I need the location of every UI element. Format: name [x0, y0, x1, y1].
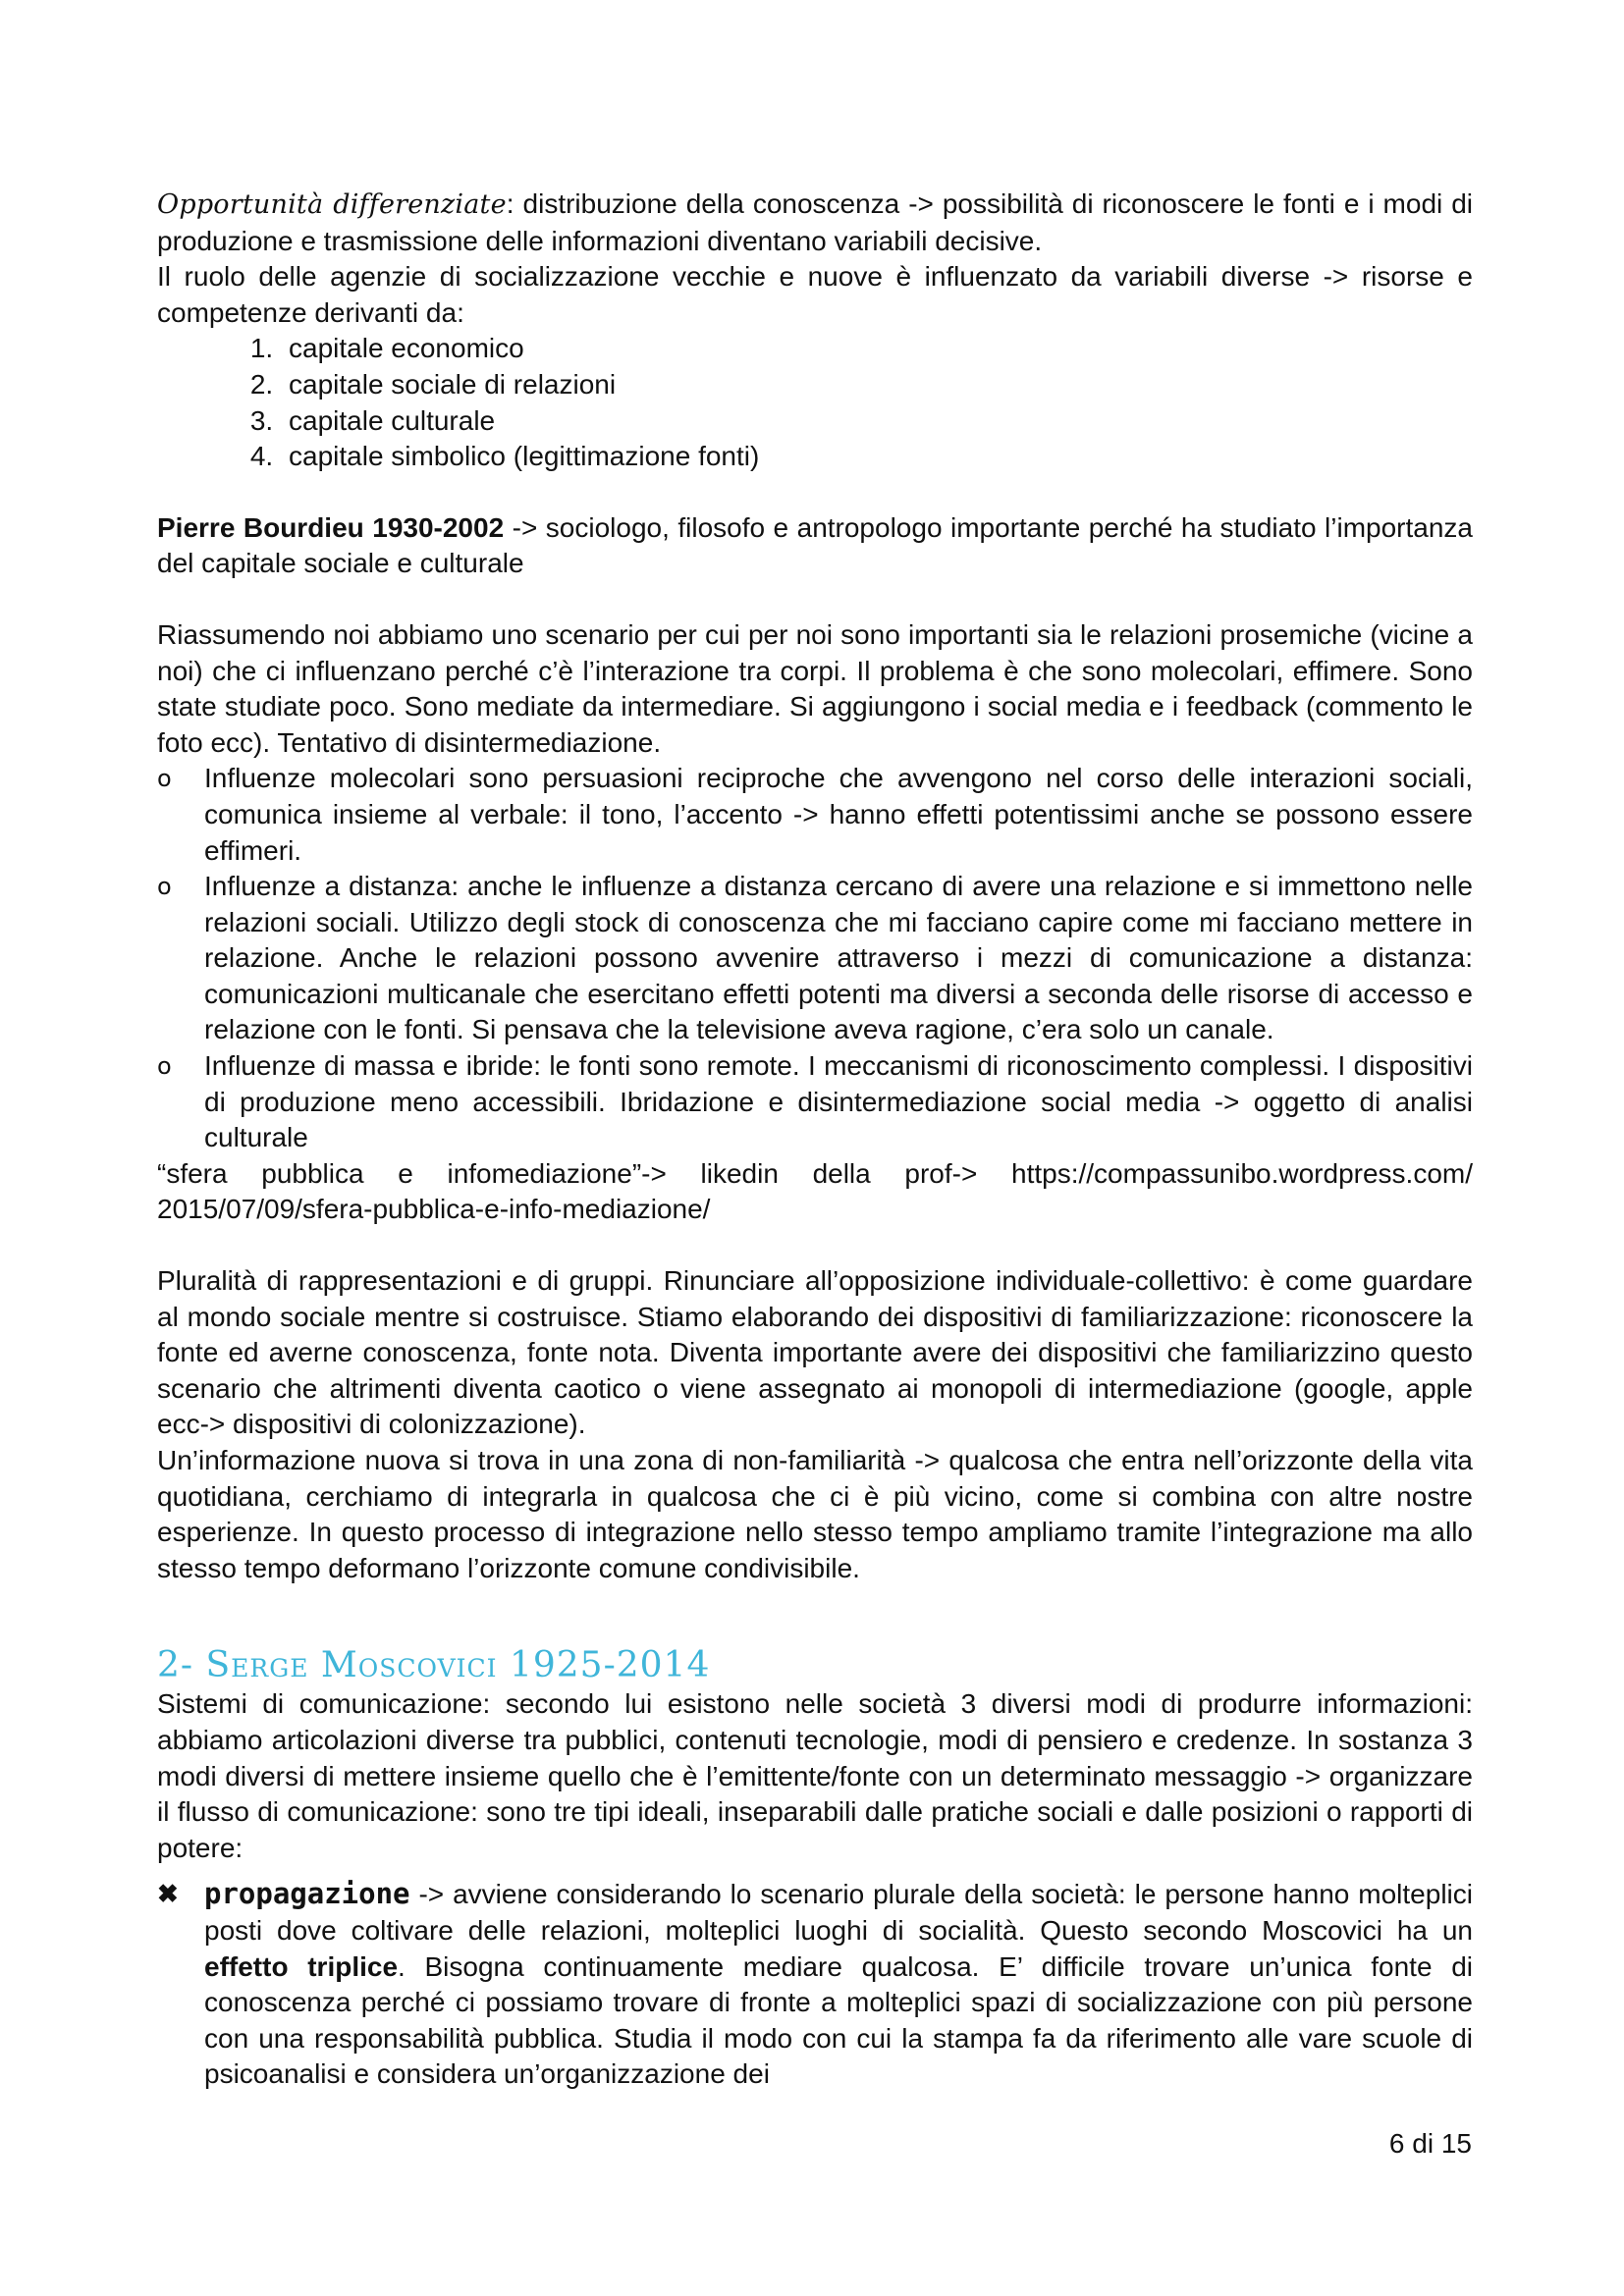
circle-bullet-icon: o [157, 765, 172, 793]
propagazione-text: -> avviene considerando lo scenario plurale della società: le persone hanno molteplici posti dove coltivare delle relazioni, molteplici luoghi di socialità. Questo secondo Moscovici ha un [204, 1879, 1473, 1946]
paragraph-informazione-nuova: Un’informazione nuova si trova in una zona di non-familiarità -> qualcosa che entra nell’orizzonte della vita quotidiana, cerchiamo di integrarla in qualcosa che ci è più vicino, come si combina con altre nostre esperienze. In questo processo di integrazione nello stesso tempo ampliamo tramite l’integrazione ma allo stesso tempo deformano l’orizzonte comune condivisibile. [157, 1445, 1473, 1583]
list-item: 4. capitale simbolico (legittimazione fonti) [281, 439, 1473, 475]
influence-text: Influenze molecolari sono persuasioni reciproche che avvengono nel corso delle interazioni sociali, comunica insieme al verbale: il tono, l’accento -> hanno effetti potentissimi anche se possono essere effimeri. [204, 763, 1473, 866]
bourdieu-name: Pierre Bourdieu 1930-2002 [157, 511, 505, 543]
paragraph-riassumendo: Riassumendo noi abbiamo uno scenario per cui per noi sono importanti sia le relazioni prosemiche (vicine a noi) che ci influenzano perché c’è l’interazione tra corpi. Il problema è che sono molecolari, effimere. Sono state studiate poco. Sono mediate da intermediare. Si aggiungono i social media e i feedback (commento le foto ecc). Tentativo di disintermediazione. [157, 618, 1473, 758]
influence-text: Influenze di massa e ibride: le fonti sono remote. I meccanismi di riconoscimento complessi. I dispositivi di produzione meno accessibili. Ibridazione e disintermediazione social media -> oggetto di analisi culturale [204, 1050, 1473, 1153]
effetto-triplice: effetto triplice [204, 1950, 399, 1982]
paragraph-opportunita-text: : distribuzione della conoscenza -> possibilità di riconoscere le fonti e i modi di produzione e trasmissione delle informazioni diventano variabili decisive. [157, 188, 1474, 256]
paragraph-sistemi-comunicazione: Sistemi di comunicazione: secondo lui esistono nelle società 3 diversi modi di produrre informazioni: abbiamo articolazioni diverse tra pubblici, contenuti tecnologie, modi di pensiero e credenze. In sostanza 3 modi diversi di mettere insieme quello che è l’emittente/fonte con un determinato messaggio -> organizzare il flusso di comunicazione: sono tre tipi ideali, inseparabili dalle pratiche sociali e dalle posizioni o rapporti di potere: [157, 1688, 1473, 1863]
bourdieu-text: -> sociologo, filosofo e antropologo importante perché ha studiato l’importanza del capitale sociale e culturale [157, 511, 1473, 579]
propagazione-text-cont: . Bisogna continuamente mediare qualcosa. E’ difficile trovare un’unica fonte di conoscenza perché ci possiamo trovare di fronte a molteplici spazi di socializzazione con più persone con una responsabilità pubblica. Studia il modo con cui la stampa fa da riferimento alle vare scuole di psicoanalisi e considera un’organizzazione dei [204, 1950, 1473, 2090]
paragraph-pluralita: Pluralità di rappresentazioni e di gruppi. Rinunciare all’opposizione individuale-collettivo: è come guardare al mondo sociale mentre si costruisce. Stiamo elaborando dei dispositivi di familiarizzazione: riconoscere la fonte ed averne conoscenza, fonte nota. Diventa importante avere dei dispositivi che familiarizzino questo scenario che altrimenti diventa caotico o viene assegnato ai monopoli di intermediazione (google, apple ecc-> dispositivi di colonizzazione). [157, 1265, 1473, 1440]
cross-bullet-icon: ✖ [157, 1879, 179, 1909]
paragraph-opportunita [157, 187, 1473, 259]
list-item [157, 869, 1473, 1048]
section-heading-moscovici: 2- Serge Moscovici 1925-2014 [157, 1645, 711, 1686]
paragraph-sfera-pubblica: “sfera pubblica e infomediazione”-> likedin della prof-> https://compassunibo.wordpress.com/ 2015/07/09/sfera-pubblica-e-info-mediazione/ [157, 1157, 1473, 1225]
influence-text: Influenze a distanza: anche le influenze a distanza cercano di avere una relazione e si immettono nelle relazioni sociali. Utilizzo degli stock di conoscenza che mi facciano capire come mi facciano mettere in relazione. Anche le relazioni possono avvenire attraverso i mezzi di comunicazione a distanza: comunicazioni multicanale che esercitano effetti potenti ma diversi a seconda delle risorse di accesso e relazione con le fonti. Si pensava che la televisione aveva ragione, c’era solo un canale. [204, 871, 1473, 1045]
list-item: 2. capitale sociale di relazioni [281, 367, 1473, 403]
document-page [157, 187, 1473, 2093]
list-item: 1. capitale economico [281, 331, 1473, 367]
list-item [157, 1048, 1473, 1156]
list-item [157, 1876, 1473, 2093]
paragraph-bourdieu [157, 510, 1473, 582]
term-propagazione: propagazione [204, 1877, 410, 1911]
influences-list [157, 761, 1473, 1156]
circle-bullet-icon: o [157, 1052, 172, 1081]
capitals-list [157, 331, 1473, 474]
list-item [157, 761, 1473, 869]
list-item: 3. capitale culturale [281, 403, 1473, 440]
term-opportunita: Opportunità differenziate [157, 189, 507, 220]
page-number: 6 di 15 [1388, 2128, 1472, 2159]
moscovici-list [157, 1876, 1473, 2093]
paragraph-agenzie: Il ruolo delle agenzie di socializzazione vecchie e nuove è influenzato da variabili diverse -> risorse e competenze derivanti da: [157, 261, 1473, 328]
circle-bullet-icon: o [157, 873, 172, 901]
